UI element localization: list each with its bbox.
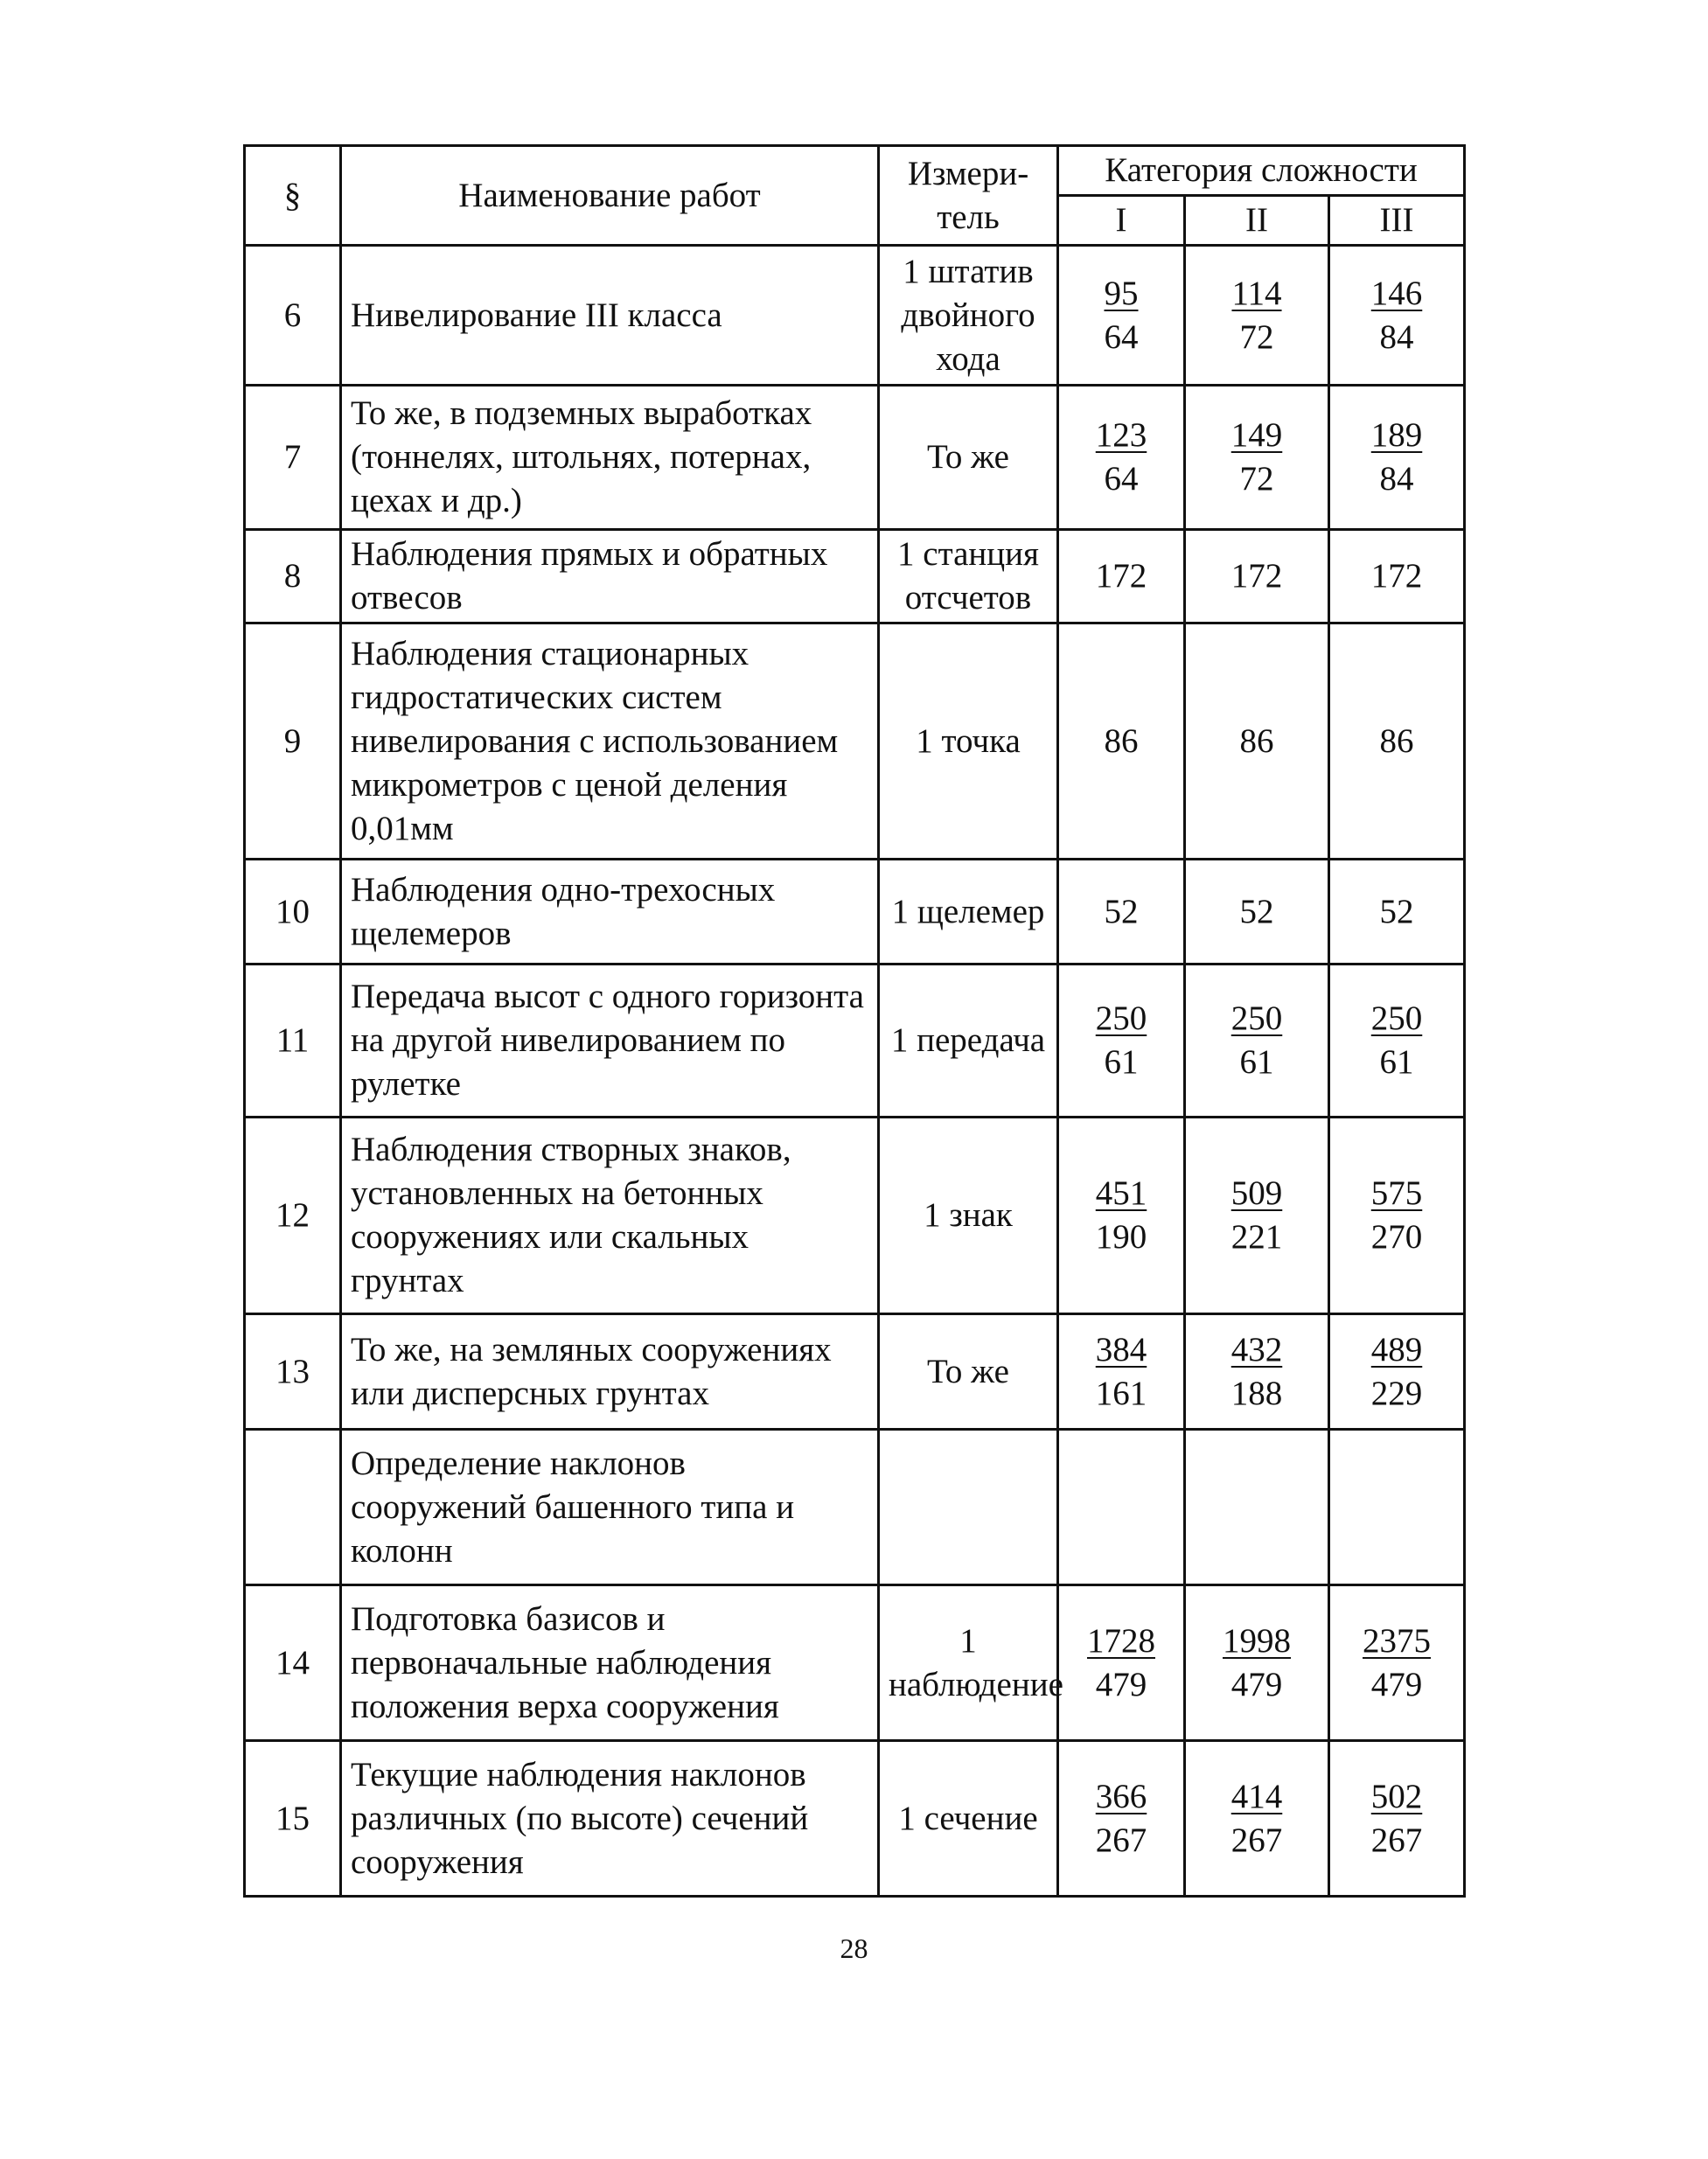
table-row [245, 860, 1465, 965]
row-value-cat-1 [1058, 1314, 1185, 1430]
table-row [245, 1741, 1465, 1897]
value-single: 86 [1239, 721, 1274, 760]
table-row [245, 623, 1465, 860]
value-single: 172 [1370, 557, 1423, 595]
value-numerator: 1728 [1087, 1621, 1155, 1660]
value-single: 52 [1104, 892, 1139, 930]
value-single: 86 [1104, 721, 1139, 760]
header-name: Наименование работ [341, 146, 879, 246]
value-denominator: 61 [1104, 1043, 1139, 1081]
row-value-cat-3 [1329, 1741, 1465, 1897]
row-value-cat-2 [1185, 623, 1329, 860]
fraction-value [1371, 1328, 1423, 1416]
row-section: 6 [245, 246, 341, 386]
value-denominator: 270 [1370, 1218, 1423, 1256]
row-work-name: Определение наклонов сооружений башенного типа и колонн [341, 1430, 879, 1585]
work-norms-table [243, 144, 1466, 1898]
value-denominator: 84 [1379, 317, 1414, 356]
row-value-cat-1 [1058, 1741, 1185, 1897]
value-denominator: 267 [1095, 1821, 1147, 1859]
row-section: 10 [245, 860, 341, 965]
row-value-cat-1 [1058, 246, 1185, 386]
value-numerator: 95 [1104, 274, 1139, 312]
row-value-cat-3 [1329, 530, 1465, 623]
row-value-cat-3 [1329, 1118, 1465, 1314]
row-value-cat-1 [1058, 530, 1185, 623]
row-value-cat-1 [1058, 1430, 1185, 1585]
value-denominator: 64 [1104, 317, 1139, 356]
value-denominator: 267 [1230, 1821, 1283, 1859]
row-value-cat-3 [1329, 623, 1465, 860]
value-numerator: 451 [1095, 1174, 1147, 1212]
row-section: 8 [245, 530, 341, 623]
fraction-value [1231, 1172, 1283, 1259]
fraction-value [1087, 1619, 1155, 1707]
fraction-value [1371, 272, 1423, 359]
table-row [245, 1118, 1465, 1314]
value-single: 52 [1379, 892, 1414, 930]
row-value-cat-3 [1329, 1585, 1465, 1741]
value-denominator: 479 [1370, 1665, 1423, 1703]
fraction-value [1096, 1328, 1147, 1416]
row-unit: 1 точка [879, 623, 1058, 860]
row-section: 9 [245, 623, 341, 860]
fraction-value [1096, 997, 1147, 1084]
fraction-value [1363, 1619, 1431, 1707]
fraction-value [1231, 414, 1283, 501]
row-unit: 1 станция отсчетов [879, 530, 1058, 623]
value-denominator: 188 [1230, 1374, 1283, 1412]
row-section: 7 [245, 386, 341, 530]
value-denominator: 61 [1379, 1043, 1414, 1081]
value-denominator: 221 [1230, 1218, 1283, 1256]
row-unit [879, 1430, 1058, 1585]
table-header [245, 146, 1465, 246]
table-row [245, 1585, 1465, 1741]
fraction-value [1371, 1172, 1423, 1259]
value-numerator: 414 [1230, 1777, 1283, 1815]
row-value-cat-1 [1058, 860, 1185, 965]
value-numerator: 189 [1370, 416, 1423, 454]
value-numerator: 384 [1095, 1330, 1147, 1369]
header-cat-2: II [1185, 196, 1329, 246]
table-row [245, 1314, 1465, 1430]
row-section: 13 [245, 1314, 341, 1430]
row-value-cat-2 [1185, 860, 1329, 965]
fraction-value [1371, 997, 1423, 1084]
value-numerator: 432 [1230, 1330, 1283, 1369]
value-numerator: 250 [1370, 999, 1423, 1037]
table-row [245, 386, 1465, 530]
value-numerator: 509 [1230, 1174, 1283, 1212]
row-value-cat-3 [1329, 1314, 1465, 1430]
row-section: 14 [245, 1585, 341, 1741]
row-value-cat-2 [1185, 1118, 1329, 1314]
row-work-name: Наблюдения стационарных гидростатических систем нивелирования с использованием микрометров с ценой деления 0,01мм [341, 623, 879, 860]
fraction-value [1105, 272, 1139, 359]
row-work-name: Наблюдения прямых и обратных отвесов [341, 530, 879, 623]
value-denominator: 84 [1379, 460, 1414, 498]
row-work-name: Передача высот с одного горизонта на другой нивелированием по рулетке [341, 965, 879, 1118]
value-denominator: 161 [1095, 1374, 1147, 1412]
header-unit: Измери-тель [879, 146, 1058, 246]
value-single: 86 [1379, 721, 1414, 760]
row-value-cat-3 [1329, 860, 1465, 965]
row-value-cat-1 [1058, 386, 1185, 530]
row-section: 15 [245, 1741, 341, 1897]
table-row [245, 530, 1465, 623]
page-number: 28 [840, 1933, 868, 1964]
fraction-value [1371, 414, 1423, 501]
value-denominator: 229 [1370, 1374, 1423, 1412]
value-numerator: 123 [1095, 416, 1147, 454]
row-value-cat-2 [1185, 246, 1329, 386]
row-work-name: То же, на земляных сооружениях или дисперсных грунтах [341, 1314, 879, 1430]
row-value-cat-1 [1058, 1118, 1185, 1314]
value-single: 172 [1230, 557, 1283, 595]
row-value-cat-2 [1185, 530, 1329, 623]
row-value-cat-1 [1058, 623, 1185, 860]
row-unit: 1 знак [879, 1118, 1058, 1314]
row-value-cat-2 [1185, 1430, 1329, 1585]
fraction-value [1231, 1328, 1283, 1416]
fraction-value [1231, 997, 1283, 1084]
row-value-cat-1 [1058, 965, 1185, 1118]
header-category: Категория сложности [1058, 146, 1465, 196]
row-value-cat-3 [1329, 1430, 1465, 1585]
row-unit: 1 сечение [879, 1741, 1058, 1897]
fraction-value [1096, 414, 1147, 501]
header-section: § [245, 146, 341, 246]
value-numerator: 1998 [1223, 1621, 1291, 1660]
fraction-value [1231, 272, 1281, 359]
row-work-name: Подготовка базисов и первоначальные наблюдения положения верха сооружения [341, 1585, 879, 1741]
row-work-name: Наблюдения одно-трехосных щелемеров [341, 860, 879, 965]
value-denominator: 61 [1239, 1043, 1274, 1081]
value-numerator: 502 [1370, 1777, 1423, 1815]
value-denominator: 479 [1230, 1665, 1283, 1703]
table-row [245, 1430, 1465, 1585]
value-numerator: 146 [1370, 274, 1423, 312]
row-value-cat-2 [1185, 965, 1329, 1118]
table-row [245, 965, 1465, 1118]
header-cat-3: III [1329, 196, 1465, 246]
row-value-cat-3 [1329, 386, 1465, 530]
row-section [245, 1430, 341, 1585]
row-section: 11 [245, 965, 341, 1118]
value-numerator: 114 [1231, 274, 1282, 312]
value-numerator: 149 [1230, 416, 1283, 454]
value-numerator: 489 [1370, 1330, 1423, 1369]
fraction-value [1231, 1775, 1283, 1863]
value-numerator: 575 [1370, 1174, 1423, 1212]
table-body [245, 246, 1465, 1897]
value-denominator: 72 [1239, 460, 1274, 498]
value-denominator: 267 [1370, 1821, 1423, 1859]
fraction-value [1096, 1172, 1147, 1259]
row-section: 12 [245, 1118, 341, 1314]
fraction-value [1223, 1619, 1291, 1707]
value-numerator: 250 [1095, 999, 1147, 1037]
value-denominator: 479 [1095, 1665, 1147, 1703]
row-value-cat-2 [1185, 1314, 1329, 1430]
row-value-cat-2 [1185, 1741, 1329, 1897]
row-unit: 1 передача [879, 965, 1058, 1118]
value-denominator: 72 [1239, 317, 1274, 356]
row-unit: То же [879, 1314, 1058, 1430]
value-numerator: 250 [1230, 999, 1283, 1037]
row-value-cat-3 [1329, 965, 1465, 1118]
value-denominator: 64 [1104, 460, 1139, 498]
row-unit: 1 щелемер [879, 860, 1058, 965]
row-work-name: Наблюдения створных знаков, установленных на бетонных сооружениях или скальных грунтах [341, 1118, 879, 1314]
row-value-cat-2 [1185, 386, 1329, 530]
row-unit: 1 наблюдение [879, 1585, 1058, 1741]
row-unit: 1 штатив двойного хода [879, 246, 1058, 386]
value-single: 172 [1095, 557, 1147, 595]
row-value-cat-3 [1329, 246, 1465, 386]
row-work-name: Текущие наблюдения наклонов различных (по высоте) сечений сооружения [341, 1741, 879, 1897]
value-numerator: 2375 [1363, 1621, 1432, 1660]
table-row [245, 246, 1465, 386]
row-unit: То же [879, 386, 1058, 530]
row-work-name: Нивелирование III класса [341, 246, 879, 386]
row-value-cat-2 [1185, 1585, 1329, 1741]
row-work-name: То же, в подземных выработках (тоннелях, штольнях, потернах, цехах и др.) [341, 386, 879, 530]
fraction-value [1096, 1775, 1147, 1863]
fraction-value [1371, 1775, 1423, 1863]
header-cat-1: I [1058, 196, 1185, 246]
value-numerator: 366 [1095, 1777, 1147, 1815]
row-value-cat-1 [1058, 1585, 1185, 1741]
value-single: 52 [1239, 892, 1274, 930]
value-denominator: 190 [1095, 1218, 1147, 1256]
